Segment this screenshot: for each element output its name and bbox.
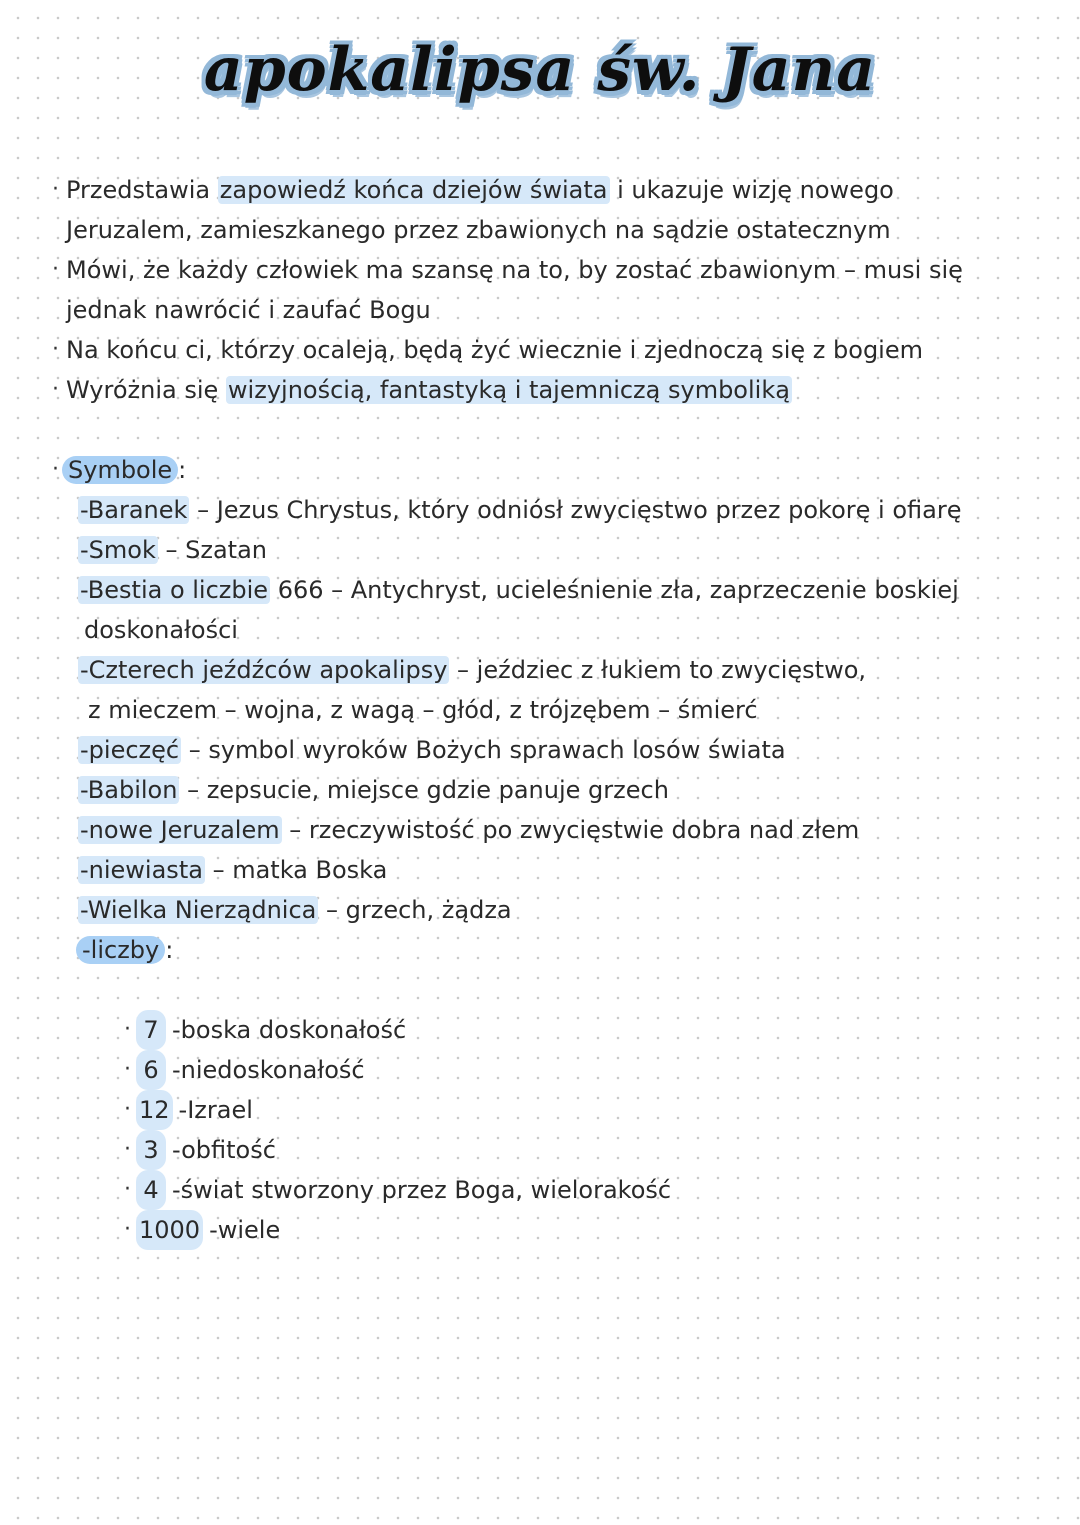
bullet-dot: · xyxy=(124,1137,131,1162)
symbol-term: -nowe Jeruzalem xyxy=(80,816,280,844)
bullet-dot: · xyxy=(124,1057,131,1082)
number-value: 4 xyxy=(136,1170,166,1210)
number-item xyxy=(136,1010,406,1050)
symbol-item xyxy=(78,770,669,810)
symbol-desc: – Szatan xyxy=(157,536,267,564)
symbols-heading: Symbole : xyxy=(62,450,186,490)
symbols-heading-text: Symbole xyxy=(62,456,178,484)
number-value: 6 xyxy=(136,1050,166,1090)
symbol-desc: – symbol wyroków Bożych sprawach losów świata xyxy=(181,736,786,764)
bullet-dot: · xyxy=(124,1217,131,1242)
symbol-item xyxy=(78,530,267,570)
bullet-dot: · xyxy=(124,1177,131,1202)
symbol-desc: – rzeczywistość po zwycięstwie dobra nad złem xyxy=(281,816,860,844)
symbol-term: -Baranek xyxy=(80,496,188,524)
symbol-desc: – Jezus Chrystus, który odniósł zwycięstwo przez pokorę i ofiarę xyxy=(189,496,962,524)
symbol-item xyxy=(78,890,512,930)
symbol-item xyxy=(78,810,859,850)
bullet-dot: · xyxy=(52,457,59,482)
symbol-term: -Wielka Nierządnica xyxy=(80,896,317,924)
symbol-desc: 666 – Antychryst, ucieleśnienie zła, zaprzeczenie boskiej xyxy=(270,576,959,604)
intro-text: i ukazuje wizję nowego xyxy=(609,176,894,204)
number-desc: -świat stworzony przez Boga, wielorakość xyxy=(172,1176,672,1204)
bullet-dot: · xyxy=(124,1097,131,1122)
number-desc: -niedoskonałość xyxy=(172,1056,365,1084)
number-value: 7 xyxy=(136,1010,166,1050)
number-item xyxy=(136,1210,280,1250)
symbol-desc: – grzech, żądza xyxy=(318,896,512,924)
number-desc: -obfitość xyxy=(172,1136,276,1164)
number-desc: -wiele xyxy=(209,1216,281,1244)
number-item xyxy=(136,1050,365,1090)
bullet-dot: · xyxy=(52,377,59,402)
symbol-term: -Czterech jeźdźców apokalipsy xyxy=(80,656,448,684)
symbol-continuation: z mieczem – wojna, z wagą – głód, z trójzębem – śmierć xyxy=(88,696,758,724)
highlighted-phrase: wizyjnością, fantastyką i tajemniczą symboliką xyxy=(227,376,790,404)
symbol-item xyxy=(78,730,786,770)
intro-line: Mówi, że każdy człowiek ma szansę na to, by zostać zbawionym – musi się xyxy=(66,256,963,284)
number-item xyxy=(136,1090,253,1130)
bullet-dot: · xyxy=(124,1017,131,1042)
intro-line: Jeruzalem, zamieszkanego przez zbawionych na sądzie ostatecznym xyxy=(66,216,891,244)
symbol-term: -niewiasta xyxy=(80,856,203,884)
intro-line: jednak nawrócić i zaufać Bogu xyxy=(66,296,431,324)
symbol-term: -Bestia o liczbie xyxy=(80,576,269,604)
numbers-heading-text: -liczby xyxy=(76,936,165,964)
symbol-term: -Babilon xyxy=(80,776,178,804)
symbol-continuation: doskonałości xyxy=(84,616,238,644)
symbol-item xyxy=(78,570,959,610)
number-desc: -boska doskonałość xyxy=(172,1016,407,1044)
intro-line xyxy=(66,170,894,210)
intro-line xyxy=(66,370,792,410)
page-title: apokalipsa św. Jana xyxy=(203,35,877,105)
number-item xyxy=(136,1130,276,1170)
number-value: 3 xyxy=(136,1130,166,1170)
intro-line: Na końcu ci, którzy ocaleją, będą żyć wiecznie i zjednoczą się z bogiem xyxy=(66,336,923,364)
numbers-heading: -liczby : xyxy=(76,930,173,970)
symbol-item xyxy=(78,650,866,690)
intro-text: Wyróżnia się xyxy=(66,376,226,404)
intro-text: Przedstawia xyxy=(66,176,218,204)
symbol-item xyxy=(78,490,961,530)
bullet-dot: · xyxy=(52,337,59,362)
symbol-term: -Smok xyxy=(80,536,156,564)
bullet-dot: · xyxy=(52,257,59,282)
symbol-desc: – jeździec z łukiem to zwycięstwo, xyxy=(449,656,867,684)
symbol-item xyxy=(78,850,387,890)
number-value: 1000 xyxy=(136,1210,203,1250)
highlighted-phrase: zapowiedź końca dziejów świata xyxy=(219,176,608,204)
symbol-term: -pieczęć xyxy=(80,736,180,764)
number-item xyxy=(136,1170,671,1210)
symbol-desc: – matka Boska xyxy=(204,856,388,884)
number-value: 12 xyxy=(136,1090,173,1130)
symbol-desc: – zepsucie, miejsce gdzie panuje grzech xyxy=(179,776,669,804)
bullet-dot: · xyxy=(52,177,59,202)
number-desc: -Izrael xyxy=(178,1096,253,1124)
